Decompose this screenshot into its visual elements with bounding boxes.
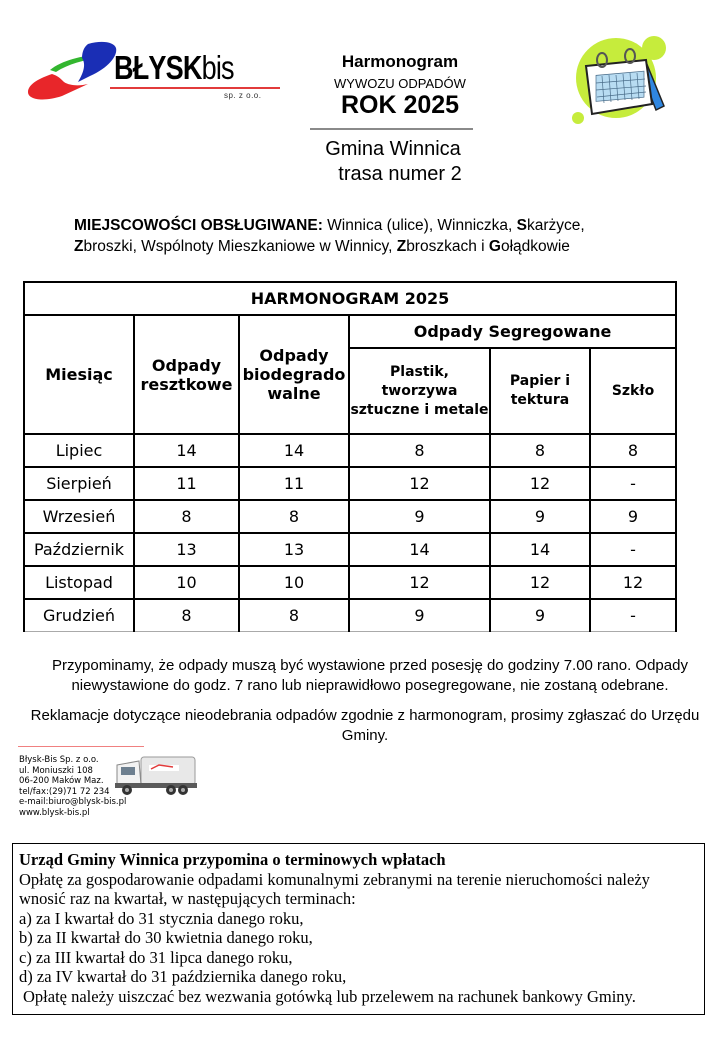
complaints-note [0, 706, 722, 746]
cell-plastic: 8 [349, 434, 490, 467]
cell-residual: 13 [134, 533, 239, 566]
logo-subtext: sp. z o.o. [224, 91, 262, 100]
col-header-bio: Odpady biodegrado walne [239, 315, 349, 434]
logo-underline [110, 87, 280, 89]
col-header-plastic: Plastik, tworzywa sztuczne i metale [349, 348, 490, 434]
cell-residual: 8 [134, 500, 239, 533]
reminder-line: Przypominamy, że odpady muszą być wystawione przed posesję do godziny 7.00 rano. Odpady [52, 657, 688, 674]
cell-bio: 14 [239, 434, 349, 467]
payment-deadline: c) za III kwartał do 31 lipca danego roku, [19, 947, 293, 967]
pickup-reminder [20, 656, 720, 696]
company-website: www.blysk-bis.pl [19, 807, 90, 818]
cell-bio: 11 [239, 467, 349, 500]
cell-bio: 8 [239, 599, 349, 632]
complaints-line: Gminy. [341, 727, 389, 744]
logo-wordmark [114, 51, 234, 84]
col-header-paper: Papier i tektura [490, 348, 590, 434]
header-year: ROK 2025 [340, 91, 460, 119]
served-localities [74, 215, 704, 257]
localities-text: karżyce, [527, 217, 585, 234]
cell-residual: 10 [134, 566, 239, 599]
cell-month: Grudzień [24, 599, 134, 632]
table-title: HARMONOGRAM 2025 [24, 282, 676, 315]
localities-text: broszkach i [406, 238, 489, 255]
localities-text: broszki, Wspólnoty Mieszkaniowe w Winnicy, [83, 238, 397, 255]
cell-plastic: 9 [349, 500, 490, 533]
cell-month: Listopad [24, 566, 134, 599]
complaints-line: Reklamacje dotyczące nieodebrania odpadów zgodnie z harmonogram, prosimy zgłaszać do Urzędu [30, 707, 700, 724]
header-gmina: Gmina Winnica [325, 138, 461, 160]
header-route: trasa numer 2 [338, 163, 462, 185]
header-title: Harmonogram [341, 52, 459, 71]
table-row [24, 599, 676, 632]
cell-plastic: 9 [349, 599, 490, 632]
cell-month: Październik [24, 533, 134, 566]
localities-label: MIEJSCOWOŚCI OBSŁUGIWANE: [74, 217, 323, 234]
company-email: e-mail:biuro@blysk-bis.pl [19, 797, 127, 807]
schedule-table [23, 281, 677, 632]
logo-suffix: bis [201, 49, 234, 86]
payment-deadline: a) za I kwartał do 31 stycznia danego roku, [19, 908, 304, 928]
cell-glass: - [590, 467, 676, 500]
company-name: Błysk-Bis Sp. z o.o. [19, 755, 99, 765]
cell-residual: 8 [134, 599, 239, 632]
company-city: 06-200 Maków Maz. [19, 776, 104, 786]
payment-intro: Opłatę za gospodarowanie odpadami komunalnymi zebranymi na terenie nieruchomości należy [19, 869, 650, 889]
cell-glass: 12 [590, 566, 676, 599]
payment-deadline: b) za II kwartał do 30 kwietnia danego roku, [19, 928, 313, 947]
cell-residual: 11 [134, 467, 239, 500]
calendar-icon [566, 30, 672, 126]
table-row [24, 434, 676, 467]
payment-deadline: d) za IV kwartał do 31 października danego roku, [19, 967, 347, 986]
cell-bio: 8 [239, 500, 349, 533]
cell-paper: 12 [490, 467, 590, 500]
company-contact [19, 755, 126, 818]
header-subtitle: WYWOZU ODPADÓW [334, 76, 466, 91]
logo-text: BŁYSK [114, 49, 202, 86]
cell-glass: - [590, 599, 676, 632]
company-divider [18, 746, 144, 747]
localities-initial: Z [396, 238, 407, 255]
cell-month: Lipiec [24, 434, 134, 467]
localities-initial: G [488, 238, 501, 255]
reminder-line: niewystawione do godz. 7 rano lub nieprawidłowo posegregowane, nie zostaną odebrane. [71, 677, 669, 694]
table-row [24, 500, 676, 533]
logo-swoosh-icon [22, 38, 122, 108]
group-header-segregated: Odpady Segregowane [349, 315, 676, 348]
cell-paper: 9 [490, 599, 590, 632]
cell-paper: 8 [490, 434, 590, 467]
cell-glass: 9 [590, 500, 676, 533]
table-row [24, 566, 676, 599]
company-phone: tel/fax:(29)71 72 234 [19, 786, 110, 797]
payment-title: Urząd Gminy Winnica przypomina o terminowych wpłatach [19, 850, 446, 869]
cell-plastic: 12 [349, 566, 490, 599]
table-row [24, 467, 676, 500]
localities-text: ołądkowie [500, 238, 570, 255]
cell-paper: 12 [490, 566, 590, 599]
cell-paper: 14 [490, 533, 590, 566]
cell-month: Sierpień [24, 467, 134, 500]
table-row [24, 533, 676, 566]
payment-reminder-box [12, 843, 705, 1015]
cell-month: Wrzesień [24, 500, 134, 533]
col-header-residual: Odpady resztkowe [134, 315, 239, 434]
garbage-truck-icon [113, 749, 201, 799]
cell-plastic: 14 [349, 533, 490, 566]
company-street: ul. Moniuszki 108 [19, 765, 93, 776]
localities-text: Winnica (ulice), Winniczka, [322, 217, 517, 234]
company-logo [22, 38, 272, 108]
cell-bio: 13 [239, 533, 349, 566]
cell-glass: 8 [590, 434, 676, 467]
localities-initial: S [516, 217, 528, 234]
cell-paper: 9 [490, 500, 590, 533]
header-divider [310, 128, 473, 130]
cell-residual: 14 [134, 434, 239, 467]
col-header-month: Miesiąc [24, 315, 134, 434]
payment-intro: wnosić raz na kwartał, w następujących terminach: [19, 889, 356, 908]
cell-plastic: 12 [349, 467, 490, 500]
col-header-glass: Szkło [590, 348, 676, 434]
cell-glass: - [590, 533, 676, 566]
payment-closing: Opłatę należy uiszczać bez wezwania gotówką lub przelewem na rachunek bankowy Gminy. [23, 986, 636, 1006]
cell-bio: 10 [239, 566, 349, 599]
localities-initial: Z [74, 238, 84, 255]
